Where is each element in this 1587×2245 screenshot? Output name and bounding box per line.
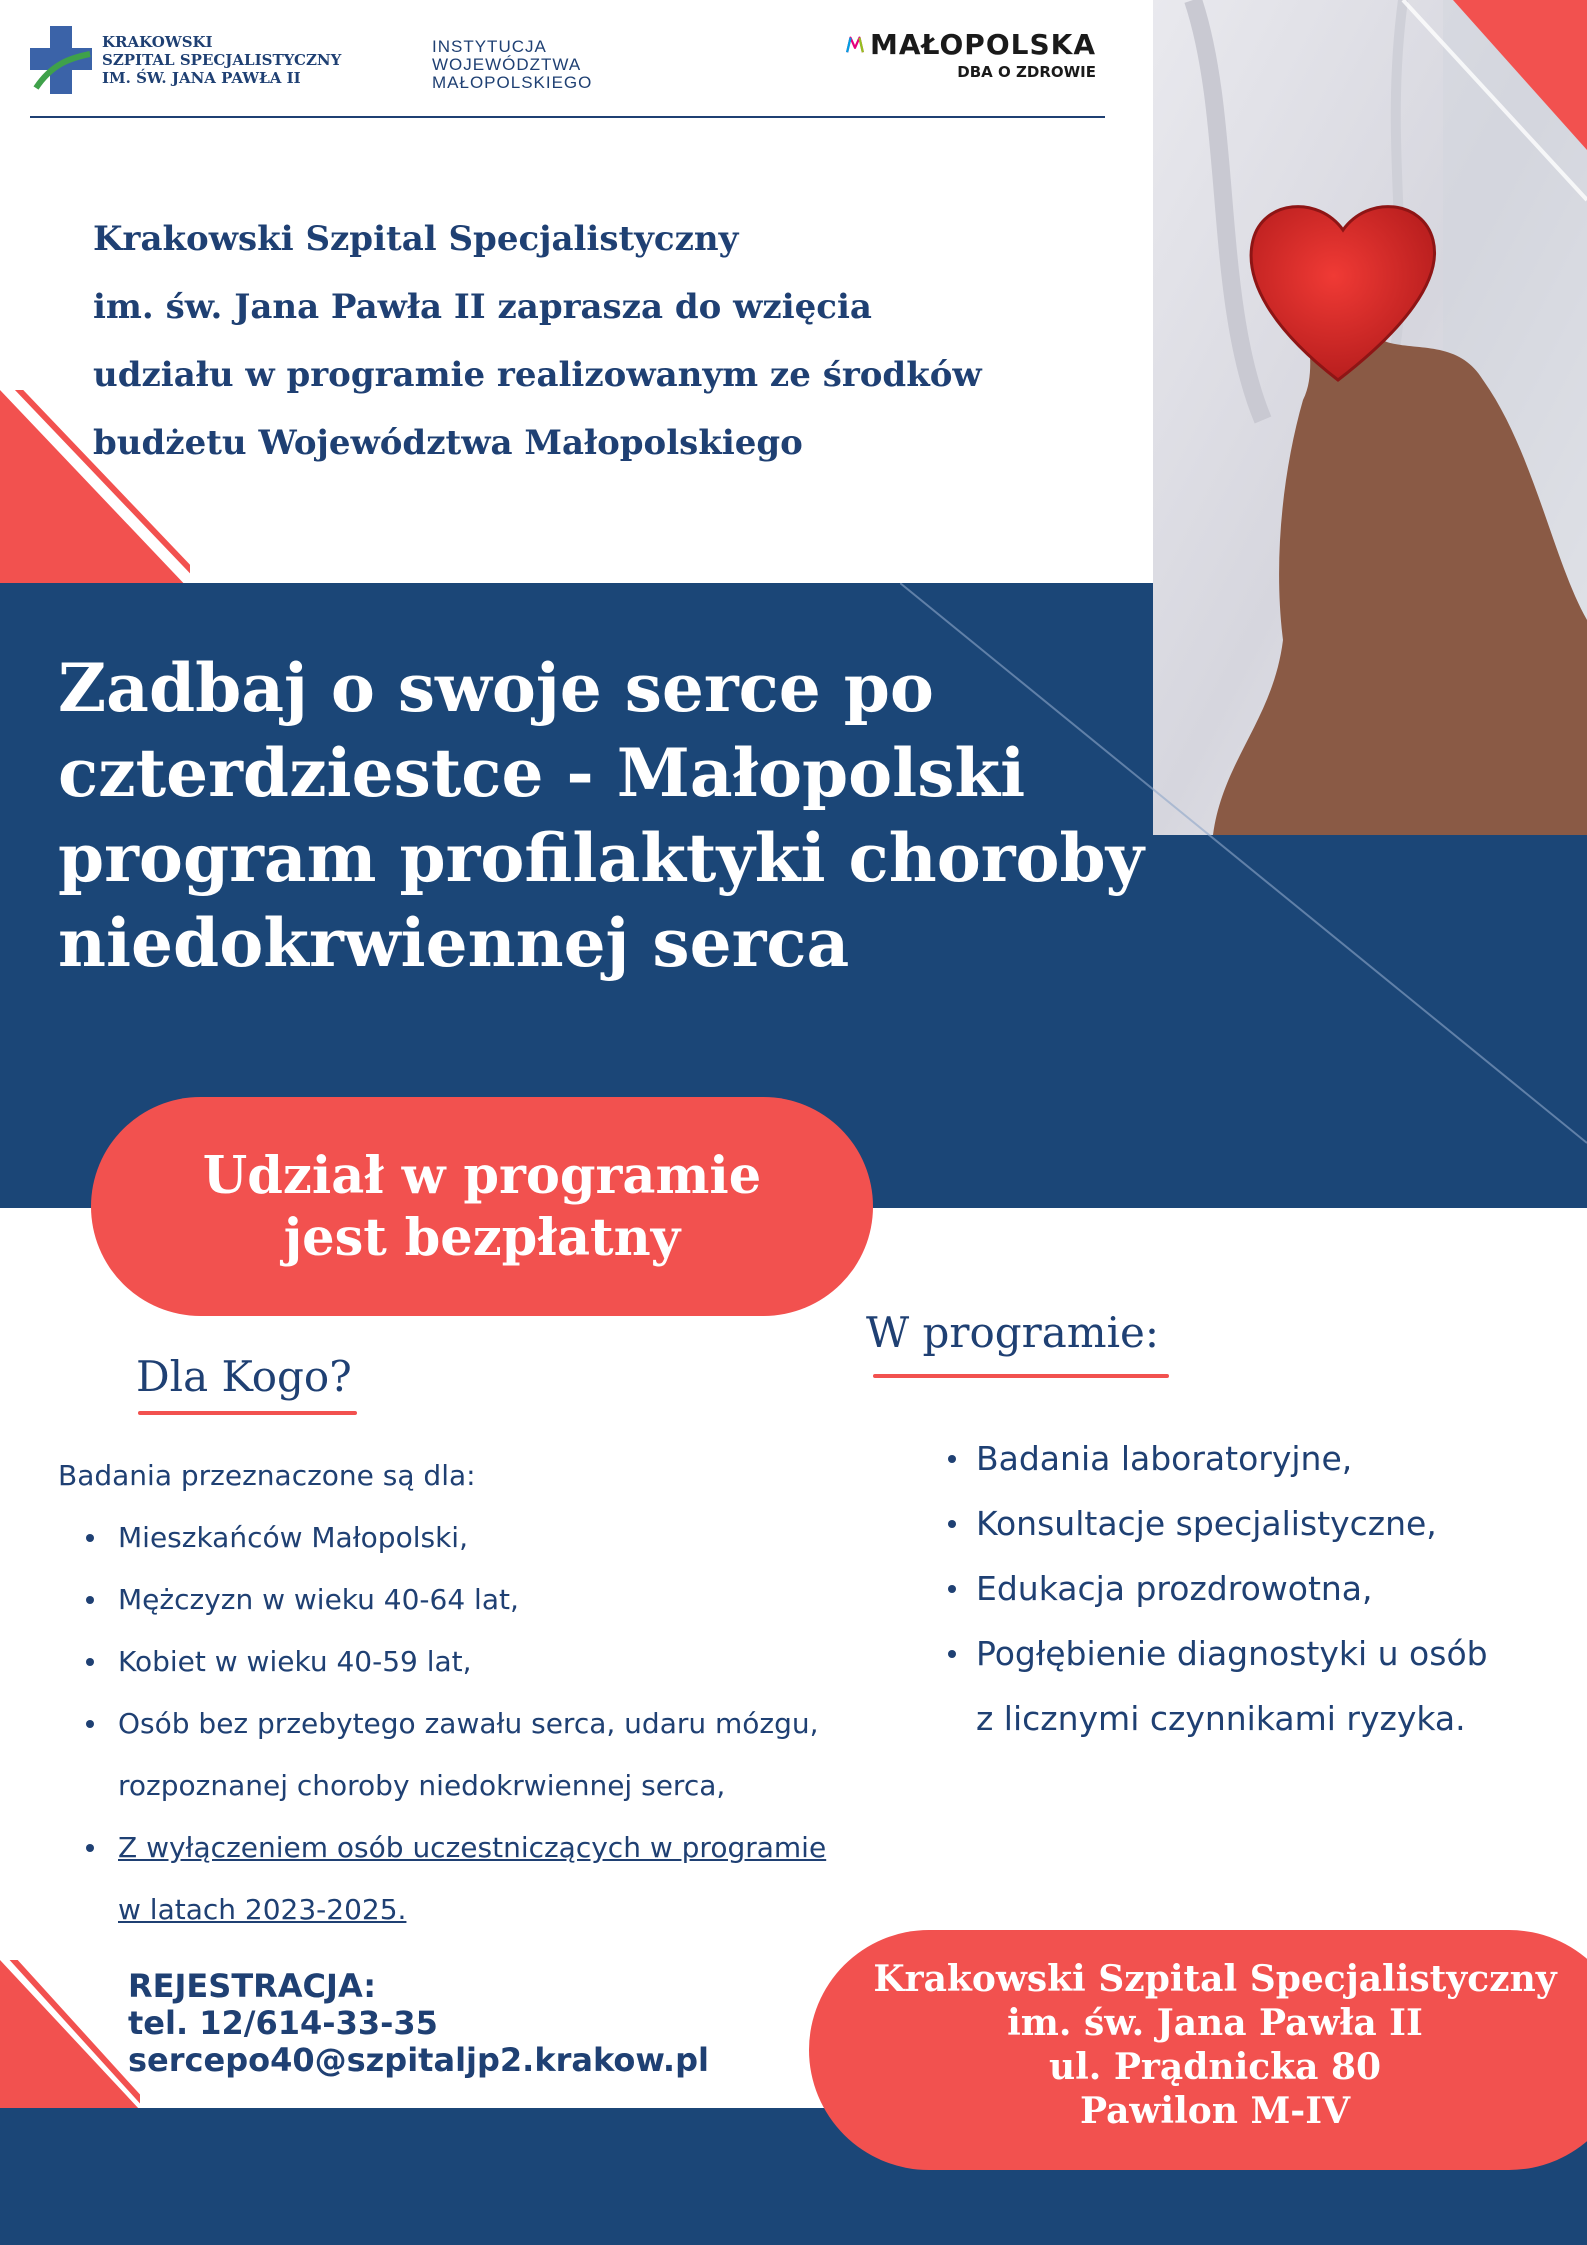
malopolska-m-icon [846, 30, 864, 60]
intro-line: udziału w programie realizowanym ze środków [93, 355, 982, 395]
main-title [58, 646, 1238, 986]
decor-triangle-left-bottom [0, 1960, 140, 2110]
registration-phone[interactable]: tel. 12/614-33-35 [128, 2004, 438, 2042]
list-item-text: Mężczyzn w wieku 40-64 lat, [118, 1583, 519, 1616]
registration-label: REJESTRACJA: [128, 1967, 377, 2005]
region-logo-name: MAŁOPOLSKA [869, 28, 1096, 61]
in-program-underline [873, 1374, 1169, 1378]
list-item-text: Kobiet w wieku 40-59 lat, [118, 1645, 472, 1678]
institution-logo-line2: WOJEWÓDZTWA [432, 55, 582, 74]
institution-logo [432, 38, 592, 92]
in-program-list [948, 1426, 1587, 1751]
list-item [58, 1569, 958, 1631]
intro-line: budżetu Województwa Małopolskiego [93, 423, 803, 463]
title-line: czterdziestce - Małopolski [58, 734, 1026, 812]
bullet-icon [948, 1650, 956, 1658]
address-line4: Pawilon M-IV [1079, 2090, 1351, 2132]
region-logo [846, 28, 1096, 81]
address-text [845, 1957, 1585, 2133]
list-item-text: rozpoznanej choroby niedokrwiennej serca, [118, 1769, 726, 1802]
list-item-text: Badania laboratoryjne, [976, 1439, 1353, 1478]
bullet-icon [86, 1658, 94, 1666]
list-item-text: Pogłębienie diagnostyki u osób [976, 1634, 1488, 1673]
list-item-text: Z wyłączeniem osób uczestniczących w programie [118, 1831, 827, 1864]
address-line3: ul. Prądnicka 80 [1048, 2046, 1382, 2088]
list-item [948, 1556, 1587, 1621]
bullet-icon [86, 1534, 94, 1542]
intro-text [93, 205, 1093, 477]
address-line1: Krakowski Szpital Specjalistyczny [873, 1958, 1557, 2000]
hospital-cross-icon [30, 24, 92, 96]
for-whom-heading: Dla Kogo? [136, 1352, 352, 1401]
free-badge-line2: jest bezpłatny [283, 1207, 681, 1268]
for-whom-list [58, 1445, 958, 1941]
title-line: niedokrwiennej serca [58, 904, 850, 982]
list-item-text: Mieszkańców Małopolski, [118, 1521, 468, 1554]
free-badge-line1: Udział w programie [202, 1145, 762, 1206]
list-item [58, 1693, 958, 1817]
bullet-icon [86, 1844, 94, 1852]
title-line: program profilaktyki choroby [58, 819, 1145, 897]
list-item-text: w latach 2023-2025. [118, 1893, 407, 1926]
intro-line: im. św. Jana Pawła II zaprasza do wzięcia [93, 287, 872, 327]
region-logo-tagline: DBA O ZDROWIE [957, 63, 1096, 81]
list-item [58, 1817, 958, 1941]
free-participation-badge [91, 1097, 873, 1316]
list-item [948, 1491, 1587, 1556]
registration-block [128, 1968, 709, 2079]
bullet-icon [86, 1720, 94, 1728]
for-whom-underline [138, 1411, 357, 1415]
bullet-icon [86, 1596, 94, 1604]
list-item-text: Osób bez przebytego zawału serca, udaru mózgu, [118, 1707, 819, 1740]
title-line: Zadbaj o swoje serce po [58, 649, 934, 727]
bullet-icon [948, 1455, 956, 1463]
list-item [58, 1631, 958, 1693]
for-whom-intro: Badania przeznaczone są dla: [58, 1459, 476, 1492]
institution-logo-line3: MAŁOPOLSKIEGO [432, 73, 593, 92]
list-item [948, 1426, 1587, 1491]
list-item [58, 1507, 958, 1569]
bullet-icon [948, 1585, 956, 1593]
hospital-logo-line2: SZPITAL SPECJALISTYCZNY [102, 51, 342, 69]
in-program-heading: W programie: [866, 1308, 1160, 1357]
registration-email[interactable]: sercepo40@szpitaljp2.krakow.pl [128, 2041, 709, 2079]
list-item-text: z licznymi czynnikami ryzyka. [976, 1699, 1466, 1738]
intro-line: Krakowski Szpital Specjalistyczny [93, 219, 739, 259]
hospital-logo-line1: KRAKOWSKI [102, 33, 213, 51]
header-divider [30, 116, 1105, 118]
address-line2: im. św. Jana Pawła II [1007, 2002, 1423, 2044]
list-item-text: Edukacja prozdrowotna, [976, 1569, 1373, 1608]
list-item-text: Konsultacje specjalistyczne, [976, 1504, 1437, 1543]
bullet-icon [948, 1520, 956, 1528]
institution-logo-line1: INSTYTUCJA [432, 37, 547, 56]
hospital-logo [30, 24, 341, 96]
hospital-logo-line3: IM. ŚW. JANA PAWŁA II [102, 69, 301, 87]
list-item [948, 1621, 1587, 1751]
